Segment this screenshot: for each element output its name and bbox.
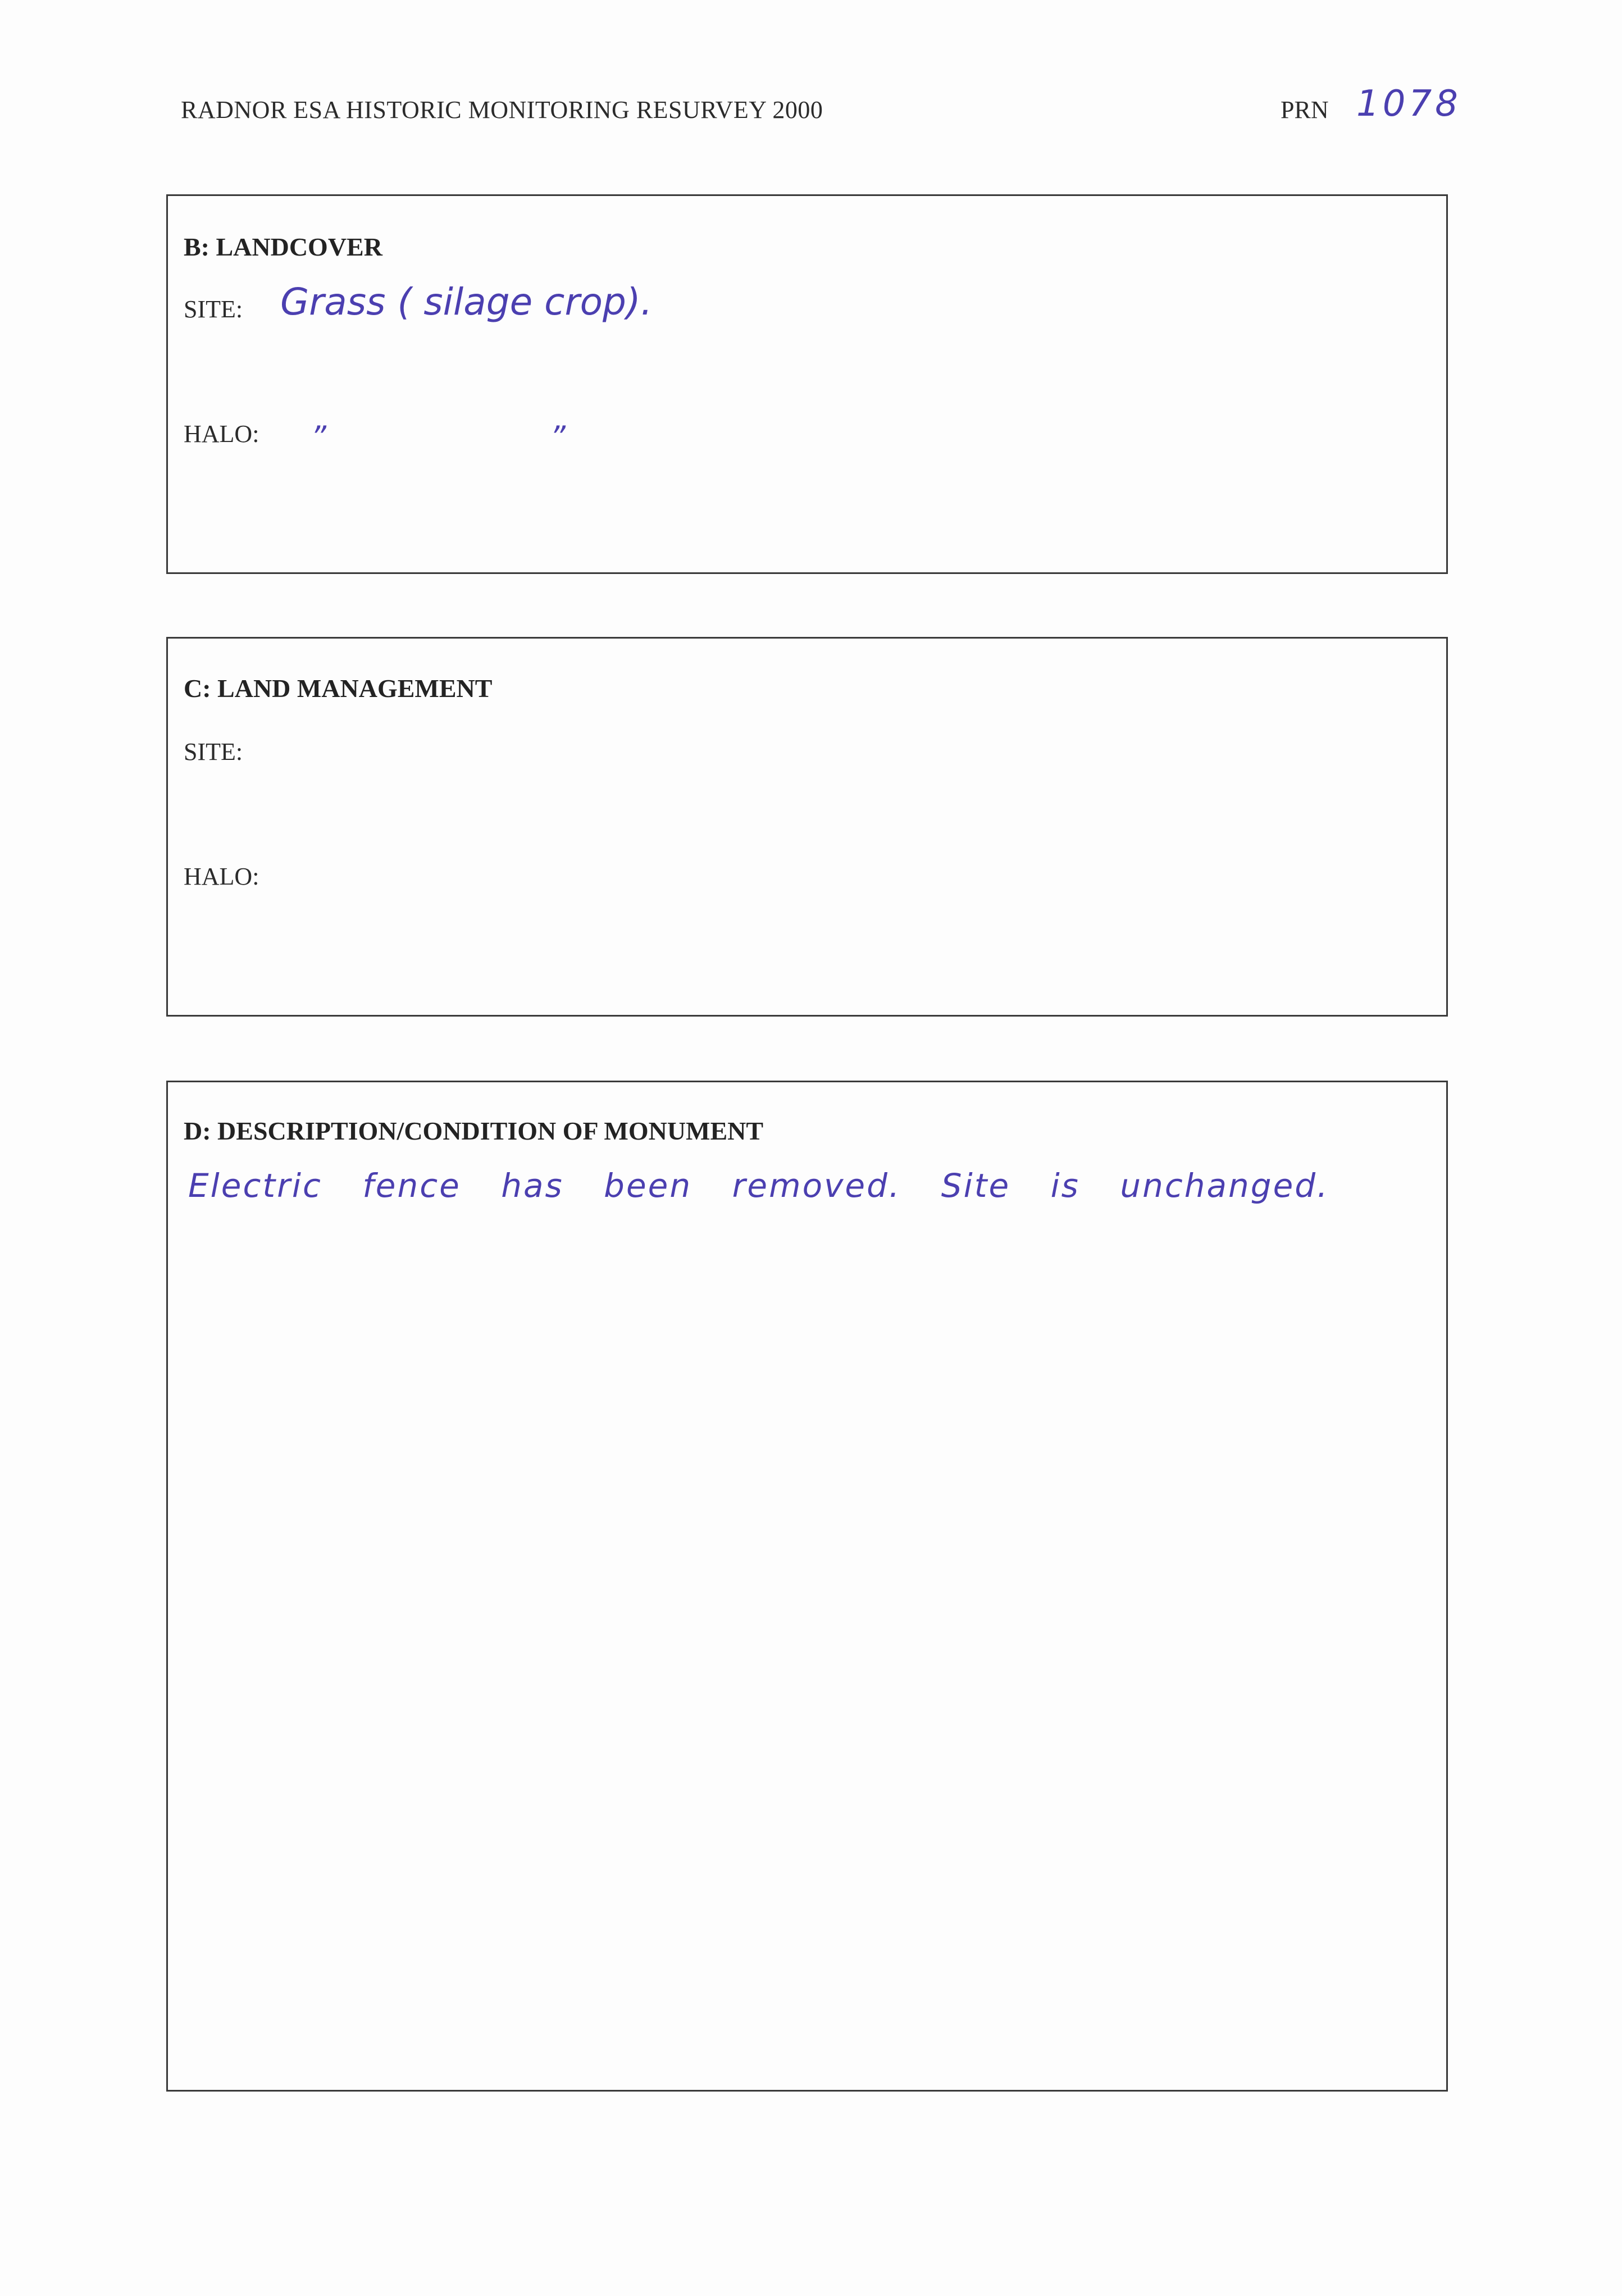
landcover-halo-ditto-2: ” — [550, 420, 566, 455]
landcover-site-label: SITE: — [184, 295, 243, 323]
landcover-site-value: Grass ( silage crop). — [280, 280, 653, 324]
form-title: RADNOR ESA HISTORIC MONITORING RESURVEY 2000 — [181, 96, 823, 124]
description-section — [166, 1081, 1448, 2092]
description-text: Electric fence has been removed. Site is unchanged. — [188, 1167, 1329, 1205]
land-management-halo-label: HALO: — [184, 863, 259, 890]
description-title: D: DESCRIPTION/CONDITION OF MONUMENT — [184, 1117, 764, 1145]
landcover-title: B: LANDCOVER — [184, 233, 382, 261]
land-management-section — [166, 637, 1448, 1017]
prn-value-handwritten: 1078 — [1356, 83, 1461, 125]
land-management-site-label: SITE: — [184, 738, 243, 766]
prn-label: PRN — [1281, 96, 1329, 124]
landcover-section — [166, 194, 1448, 574]
landcover-halo-label: HALO: — [184, 420, 259, 448]
land-management-title: C: LAND MANAGEMENT — [184, 674, 493, 703]
landcover-halo-ditto-1: ” — [311, 420, 326, 455]
